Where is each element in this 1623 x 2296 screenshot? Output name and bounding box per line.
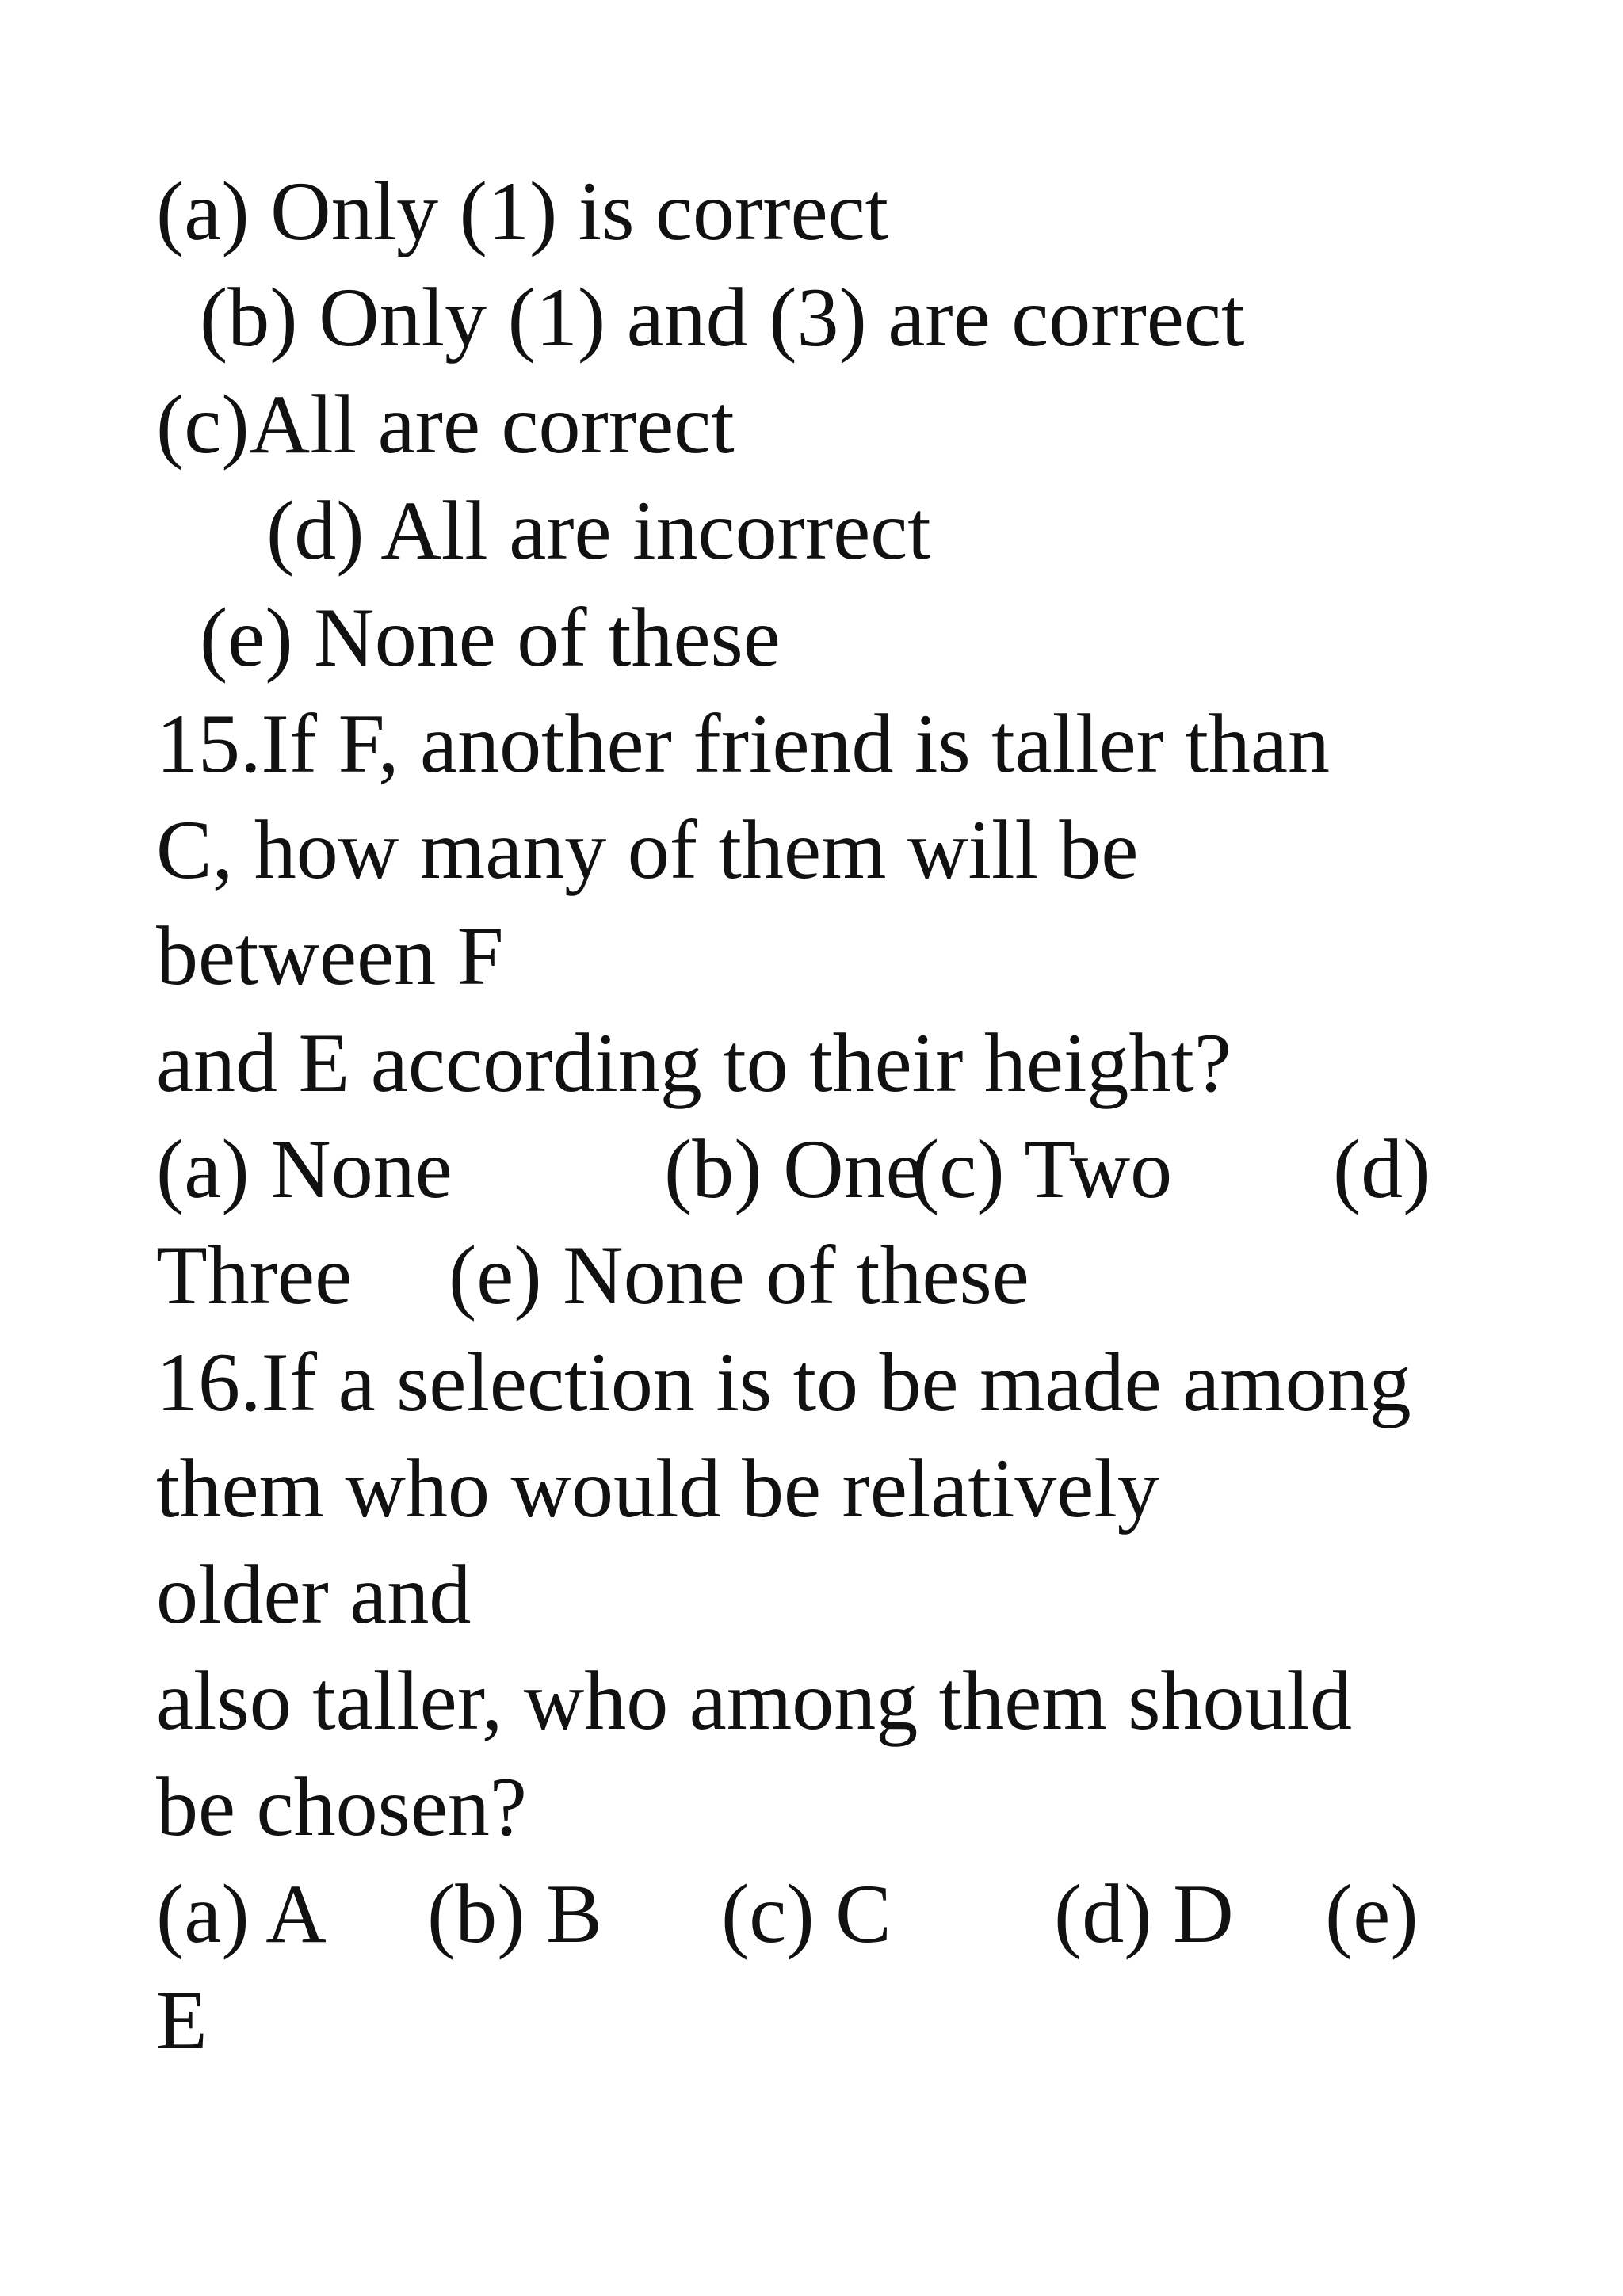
q14-option-c: (c)All are correct [156, 378, 735, 471]
q16-question-line-2: them who would be relatively [156, 1442, 1159, 1535]
q15-option-d-continued: Three [156, 1229, 353, 1322]
q14-option-d: (d) All are incorrect [266, 484, 931, 577]
q15-option-e: (e) None of these [449, 1229, 1029, 1322]
q15-question-line-2: C, how many of them will be [156, 803, 1139, 896]
q15-question-line-1: 15.If F, another friend is taller than [156, 697, 1330, 790]
q14-option-a: (a) Only (1) is correct [156, 165, 889, 257]
q16-question-line-5: be chosen? [156, 1760, 527, 1853]
q15-option-d: (d) [1333, 1123, 1431, 1215]
q16-option-e-continued: E [156, 1974, 208, 2066]
q15-option-b: (b) One [664, 1123, 923, 1215]
q16-question-line-3: older and [156, 1548, 472, 1641]
q15-question-line-4: and E according to their height? [156, 1016, 1232, 1109]
q15-option-c: (c) Two [911, 1123, 1173, 1215]
q16-option-c: (c) C [721, 1867, 892, 1960]
q16-option-e: (e) [1325, 1867, 1419, 1960]
q16-option-a: (a) A [156, 1867, 327, 1960]
q14-option-b: (b) Only (1) and (3) are correct [200, 271, 1245, 364]
q15-option-a: (a) None [156, 1123, 453, 1215]
q16-question-line-4: also taller, who among them should [156, 1654, 1352, 1747]
q16-option-d: (d) D [1054, 1867, 1234, 1960]
q15-question-line-3: between F [156, 910, 504, 1002]
q14-option-e: (e) None of these [200, 591, 781, 684]
q16-option-b: (b) B [427, 1867, 602, 1960]
q16-question-line-1: 16.If a selection is to be made among [156, 1336, 1411, 1428]
